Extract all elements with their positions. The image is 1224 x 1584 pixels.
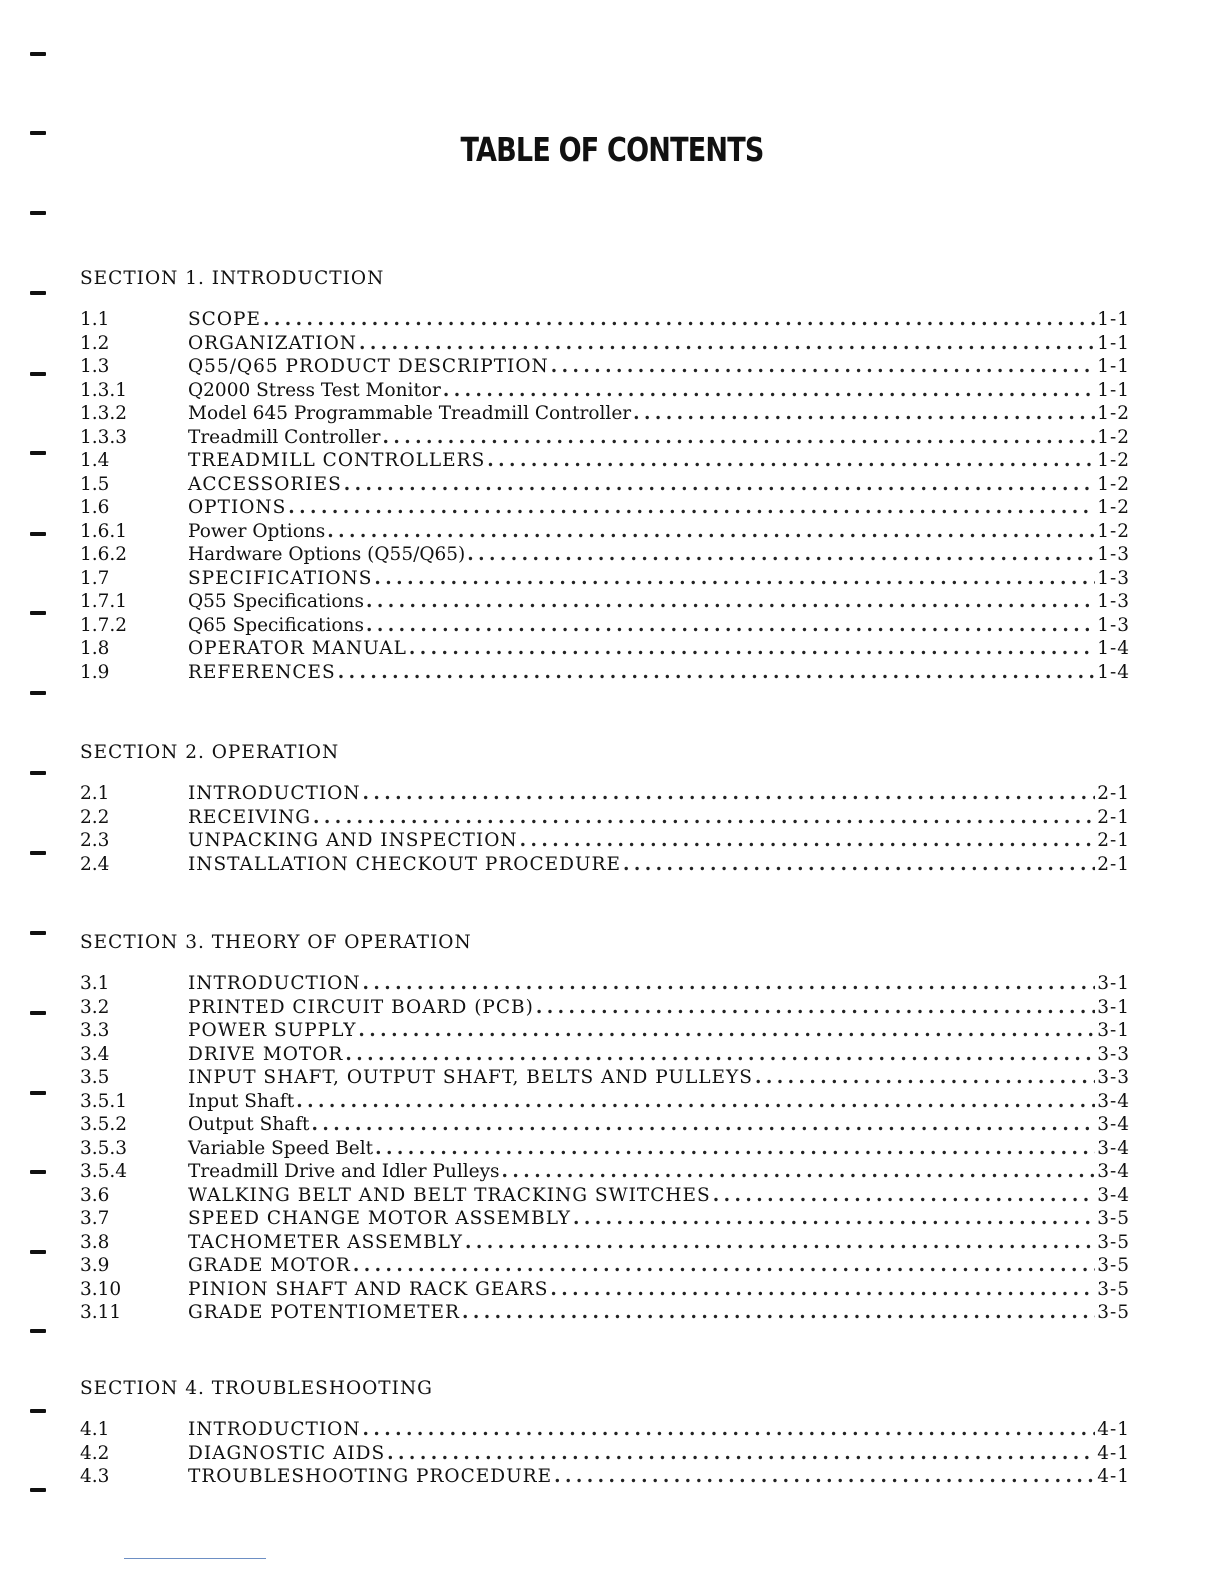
toc-entry[interactable] [80, 1419, 1130, 1443]
entry-page: 1-3 [1097, 544, 1130, 565]
dot-leader [502, 1161, 1096, 1182]
entry-page: 1-3 [1097, 591, 1130, 612]
entry-number: 1.3.3 [80, 426, 128, 448]
entry-title: Q55 Specifications [188, 591, 364, 612]
entry-page: 1-1 [1097, 332, 1130, 354]
entry-page: 2-1 [1097, 806, 1130, 828]
entry-number: 3.10 [80, 1278, 122, 1300]
toc-entry[interactable] [80, 1067, 1130, 1091]
entry-number: 1.7.2 [80, 614, 128, 636]
entry-number: 3.5.1 [80, 1090, 128, 1112]
toc-entry[interactable] [80, 615, 1130, 639]
entry-title: Output Shaft [188, 1114, 310, 1135]
entry-page: 3-1 [1097, 1020, 1130, 1041]
entry-page: 2-1 [1097, 783, 1130, 804]
dot-leader [363, 973, 1096, 994]
dot-leader [465, 1232, 1095, 1253]
entry-page: 3-1 [1097, 973, 1130, 994]
entry-title: Input Shaft [188, 1090, 295, 1112]
entry-page: 2-1 [1097, 830, 1130, 851]
entry-title: INSTALLATION CHECKOUT PROCEDURE [188, 853, 621, 875]
entry-page: 1-1 [1097, 356, 1130, 377]
dot-leader [554, 1466, 1095, 1487]
toc-entry[interactable] [80, 807, 1130, 831]
entry-page: 3-4 [1097, 1184, 1130, 1206]
toc-entry[interactable] [80, 521, 1130, 545]
entry-title: ORGANIZATION [188, 332, 357, 354]
entry-title: INTRODUCTION [188, 973, 361, 994]
dot-leader [387, 1443, 1095, 1464]
dot-leader [443, 380, 1095, 401]
footer-rule [124, 1558, 266, 1559]
entry-title: INPUT SHAFT, OUTPUT SHAFT, BELTS AND PULLEYS [188, 1067, 753, 1088]
entry-page: 3-4 [1097, 1137, 1130, 1159]
entry-number: 2.2 [80, 806, 110, 828]
entry-number: 3.7 [80, 1208, 110, 1229]
toc-entry[interactable] [80, 544, 1130, 568]
dot-leader [713, 1185, 1095, 1206]
entry-title: Model 645 Programmable Treadmill Controller [188, 403, 632, 424]
toc-entry[interactable] [80, 1185, 1130, 1209]
dot-leader [382, 427, 1095, 448]
entry-page: 1-3 [1097, 567, 1130, 589]
entry-number: 1.7.1 [80, 591, 128, 612]
entry-number: 4.3 [80, 1466, 110, 1487]
toc-entry[interactable] [80, 1466, 1130, 1490]
toc-entry[interactable] [80, 1232, 1130, 1256]
entry-number: 2.4 [80, 853, 110, 875]
entry-title: PINION SHAFT AND RACK GEARS [188, 1278, 549, 1300]
entry-title: WALKING BELT AND BELT TRACKING SWITCHES [188, 1184, 711, 1206]
section-heading: SECTION 1. INTRODUCTION [80, 268, 385, 289]
entry-number: 1.6 [80, 497, 110, 518]
dot-leader [358, 1020, 1095, 1041]
toc-entry[interactable] [80, 1161, 1130, 1185]
entry-title: Hardware Options (Q55/Q65) [188, 544, 466, 565]
entry-page: 1-4 [1097, 661, 1130, 683]
entry-title: TACHOMETER ASSEMBLY [188, 1231, 463, 1253]
entry-number: 1.3.1 [80, 379, 128, 401]
toc-entry[interactable] [80, 1044, 1130, 1068]
entry-number: 1.2 [80, 332, 110, 354]
dot-leader [623, 854, 1095, 875]
entry-number: 1.3.2 [80, 403, 128, 424]
dot-leader [375, 1138, 1095, 1159]
toc-entry[interactable] [80, 1443, 1130, 1467]
dot-leader [353, 1255, 1095, 1276]
entry-page: 1-1 [1097, 309, 1130, 330]
binding-hole-marks [30, 0, 50, 1584]
dot-leader [359, 333, 1095, 354]
entry-title: Q55/Q65 PRODUCT DESCRIPTION [188, 356, 549, 377]
entry-page: 3-3 [1097, 1043, 1130, 1065]
toc-entry[interactable] [80, 1208, 1130, 1232]
dot-leader [409, 638, 1095, 659]
entry-title: REFERENCES [188, 661, 336, 683]
toc-entry[interactable] [80, 997, 1130, 1021]
entry-number: 3.11 [80, 1302, 122, 1323]
entry-page: 4-1 [1097, 1442, 1130, 1464]
entry-number: 3.9 [80, 1255, 110, 1276]
dot-leader [633, 403, 1095, 424]
dot-leader [296, 1091, 1095, 1112]
toc-entry[interactable] [80, 309, 1130, 333]
entry-page: 3-4 [1097, 1161, 1130, 1182]
toc-entry[interactable] [80, 568, 1130, 592]
toc-section-3 [80, 932, 1130, 1326]
entry-page: 1-2 [1097, 450, 1130, 471]
dot-leader [467, 544, 1095, 565]
entry-title: GRADE MOTOR [188, 1255, 351, 1276]
entry-number: 3.4 [80, 1043, 110, 1065]
entry-title: Power Options [188, 520, 326, 542]
page-title: TABLE OF CONTENTS [460, 130, 764, 170]
entry-number: 3.3 [80, 1020, 110, 1041]
entry-title: OPTIONS [188, 497, 287, 518]
toc-entry[interactable] [80, 1091, 1130, 1115]
entry-page: 1-2 [1097, 426, 1130, 448]
dot-leader [551, 356, 1095, 377]
entry-page: 3-3 [1097, 1067, 1130, 1088]
dot-leader [345, 1044, 1095, 1065]
entry-title: POWER SUPPLY [188, 1020, 357, 1041]
toc-entry[interactable] [80, 1255, 1130, 1279]
entry-title: INTRODUCTION [188, 1419, 361, 1440]
dot-leader [755, 1067, 1095, 1088]
entry-title: GRADE POTENTIOMETER [188, 1302, 460, 1323]
entry-title: Treadmill Controller [188, 426, 381, 448]
toc-entry[interactable] [80, 854, 1130, 878]
dot-leader [363, 1419, 1096, 1440]
entry-number: 3.8 [80, 1231, 110, 1253]
entry-title: TREADMILL CONTROLLERS [188, 450, 486, 471]
entry-page: 1-2 [1097, 520, 1130, 542]
entry-page: 1-1 [1097, 379, 1130, 401]
toc-entry[interactable] [80, 450, 1130, 474]
entry-page: 1-4 [1097, 638, 1130, 659]
toc-section-4 [80, 1378, 1130, 1490]
entry-title: Q2000 Stress Test Monitor [188, 379, 441, 401]
entry-page: 3-5 [1097, 1278, 1130, 1300]
dot-leader [374, 568, 1095, 589]
entry-title: Treadmill Drive and Idler Pulleys [188, 1161, 500, 1182]
entry-title: SCOPE [188, 309, 261, 330]
toc-entry[interactable] [80, 1279, 1130, 1303]
entry-number: 1.8 [80, 638, 110, 659]
entry-number: 3.2 [80, 996, 110, 1018]
dot-leader [550, 1279, 1095, 1300]
toc-entry[interactable] [80, 403, 1130, 427]
entry-number: 1.6.2 [80, 544, 128, 565]
entry-title: DIAGNOSTIC AIDS [188, 1442, 386, 1464]
dot-leader [288, 497, 1095, 518]
dot-leader [344, 474, 1095, 495]
section-heading: SECTION 2. OPERATION [80, 742, 340, 763]
entry-page: 3-5 [1097, 1302, 1130, 1323]
entry-title: UNPACKING AND INSPECTION [188, 830, 518, 851]
entry-number: 2.3 [80, 830, 110, 851]
dot-leader [366, 615, 1095, 636]
entry-number: 3.5.2 [80, 1114, 128, 1135]
entry-title: INTRODUCTION [188, 783, 361, 804]
toc-entry[interactable] [80, 662, 1130, 686]
toc-entry[interactable] [80, 427, 1130, 451]
entry-title: OPERATOR MANUAL [188, 638, 407, 659]
entry-number: 4.2 [80, 1442, 110, 1464]
entry-number: 3.5 [80, 1067, 110, 1088]
entry-page: 3-1 [1097, 996, 1130, 1018]
entry-page: 3-4 [1097, 1090, 1130, 1112]
dot-leader [338, 662, 1095, 683]
dot-leader [312, 1114, 1096, 1135]
toc-section-2 [80, 742, 1130, 877]
toc-entry[interactable] [80, 591, 1130, 615]
entry-number: 1.3 [80, 356, 110, 377]
entry-title: DRIVE MOTOR [188, 1043, 344, 1065]
dot-leader [536, 997, 1095, 1018]
entry-page: 1-2 [1097, 497, 1130, 518]
entry-title: SPEED CHANGE MOTOR ASSEMBLY [188, 1208, 572, 1229]
dot-leader [520, 830, 1096, 851]
entry-title: ACCESSORIES [188, 473, 342, 495]
toc-entry[interactable] [80, 1138, 1130, 1162]
entry-page: 4-1 [1097, 1466, 1130, 1487]
toc-entry[interactable] [80, 783, 1130, 807]
toc-entry[interactable] [80, 830, 1130, 854]
dot-leader [263, 309, 1095, 330]
section-heading: SECTION 3. THEORY OF OPERATION [80, 932, 472, 953]
entry-page: 1-3 [1097, 614, 1130, 636]
dot-leader [363, 783, 1096, 804]
entry-title: SPECIFICATIONS [188, 567, 373, 589]
entry-title: RECEIVING [188, 806, 312, 828]
dot-leader [366, 591, 1095, 612]
entry-title: PRINTED CIRCUIT BOARD (PCB) [188, 996, 534, 1018]
entry-title: Variable Speed Belt [188, 1137, 374, 1159]
entry-page: 3-4 [1097, 1114, 1130, 1135]
entry-number: 1.4 [80, 450, 110, 471]
dot-leader [313, 807, 1095, 828]
toc-entry[interactable] [80, 380, 1130, 404]
dot-leader [573, 1208, 1095, 1229]
toc-entry[interactable] [80, 638, 1130, 662]
entry-page: 4-1 [1097, 1419, 1130, 1440]
entry-title: Q65 Specifications [188, 614, 364, 636]
toc-entry[interactable] [80, 1114, 1130, 1138]
entry-number: 3.5.3 [80, 1137, 128, 1159]
section-heading: SECTION 4. TROUBLESHOOTING [80, 1378, 433, 1399]
entry-number: 2.1 [80, 783, 110, 804]
entry-number: 3.1 [80, 973, 110, 994]
toc-entry[interactable] [80, 1020, 1130, 1044]
entry-page: 1-2 [1097, 403, 1130, 424]
entry-number: 1.6.1 [80, 520, 128, 542]
entry-number: 1.5 [80, 473, 110, 495]
toc-entry[interactable] [80, 333, 1130, 357]
dot-leader [327, 521, 1095, 542]
entry-number: 1.9 [80, 661, 110, 683]
entry-page: 2-1 [1097, 853, 1130, 875]
entry-number: 3.6 [80, 1184, 110, 1206]
toc-entry[interactable] [80, 1302, 1130, 1326]
entry-number: 4.1 [80, 1419, 110, 1440]
dot-leader [487, 450, 1095, 471]
dot-leader [462, 1302, 1095, 1323]
entry-title: TROUBLESHOOTING PROCEDURE [188, 1466, 553, 1487]
entry-page: 3-5 [1097, 1231, 1130, 1253]
toc-entry[interactable] [80, 497, 1130, 521]
entry-number: 1.7 [80, 567, 110, 589]
toc-entry[interactable] [80, 973, 1130, 997]
toc-entry[interactable] [80, 356, 1130, 380]
entry-page: 1-2 [1097, 473, 1130, 495]
toc-entry[interactable] [80, 474, 1130, 498]
entry-number: 3.5.4 [80, 1161, 128, 1182]
entry-page: 3-5 [1097, 1208, 1130, 1229]
entry-number: 1.1 [80, 309, 110, 330]
entry-page: 3-5 [1097, 1255, 1130, 1276]
toc-section-1 [80, 268, 1130, 685]
